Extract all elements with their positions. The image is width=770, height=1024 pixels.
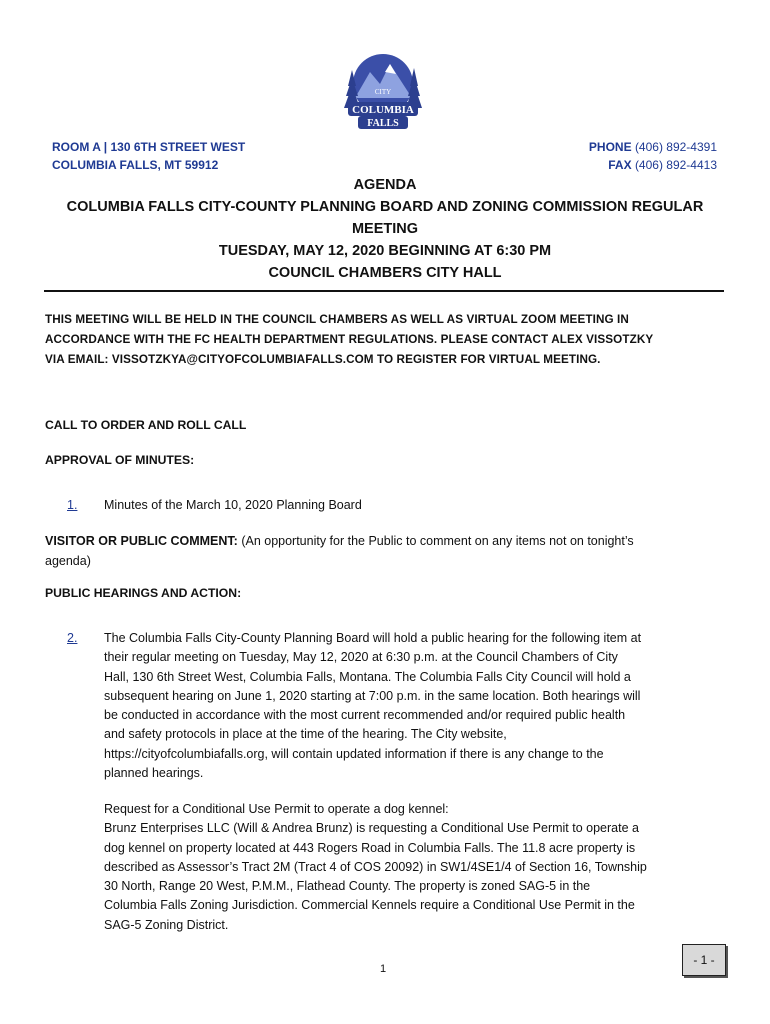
phone-value: (406) 892-4391 <box>634 140 717 154</box>
visitor-line-2: agenda) <box>45 553 91 568</box>
address-line-2: COLUMBIA FALLS, MT 59912 <box>52 158 219 172</box>
fax-label: FAX <box>608 158 632 172</box>
phone-line <box>589 138 717 156</box>
agenda-title <box>40 174 730 284</box>
request-line: SAG-5 Zoning District. <box>104 917 229 932</box>
visitor-line-1 <box>45 532 725 552</box>
item-2-line: their regular meeting on Tuesday, May 12, 2020 at 6:30 p.m. at the Council Chambers of City <box>104 650 618 665</box>
request-line: dog kennel on property located at 443 Rogers Road in Columbia Falls. The 11.8 acre property is <box>104 840 636 855</box>
logo-text-falls: FALLS <box>367 118 399 129</box>
phone-label: PHONE <box>588 140 632 154</box>
item-2-request-text <box>104 800 724 935</box>
notice-line-2: ACCORDANCE WITH THE FC HEALTH DEPARTMENT REGULATIONS. PLEASE CONTACT ALEX VISSOTZKY <box>45 333 654 346</box>
request-line: 30 North, Range 20 West, P.M.M., Flathead County. The property is zoned SAG-5 in the <box>104 879 591 894</box>
visitor-comment <box>45 532 725 571</box>
item-2-line: https://cityofcolumbiafalls.org, will contain updated information if there is any change to the <box>104 746 604 761</box>
request-line: Columbia Falls Zoning Jurisdiction. Commercial Kennels require a Conditional Use Permit in the <box>104 898 635 913</box>
title-date: TUESDAY, MAY 12, 2020 BEGINNING AT 6:30 PM <box>218 243 552 259</box>
notice-line-1: THIS MEETING WILL BE HELD IN THE COUNCIL CHAMBERS AS WELL AS VIRTUAL ZOOM MEETING IN <box>45 313 629 326</box>
request-line: Brunz Enterprises LLC (Will & Andrea Brunz) is requesting a Conditional Use Permit to operate a <box>104 821 639 836</box>
item-1-number[interactable]: 1. <box>67 498 78 512</box>
title-location: COUNCIL CHAMBERS CITY HALL <box>268 265 502 281</box>
city-logo <box>330 50 436 136</box>
fax-value: (406) 892-4413 <box>634 158 717 172</box>
item-2-number[interactable]: 2. <box>67 631 78 645</box>
meeting-notice <box>45 310 725 370</box>
item-1-text: Minutes of the March 10, 2020 Planning Board <box>104 498 362 512</box>
item-2-line: Hall, 130 6th Street West, Columbia Falls, Montana. The Columbia Falls City Council will hold a <box>104 669 631 684</box>
item-2-line: and safety protocols in place at the time of the hearing. The City website, <box>104 727 507 742</box>
request-line: Request for a Conditional Use Permit to operate a dog kennel: <box>104 802 449 816</box>
call-to-order-heading: CALL TO ORDER AND ROLL CALL <box>45 418 247 432</box>
item-2-line: planned hearings. <box>104 766 204 781</box>
visitor-text: (An opportunity for the Public to comment on any items not on tonight’s <box>237 534 634 548</box>
fax-line <box>589 156 717 174</box>
contact-block <box>589 138 717 174</box>
item-2-hearing-text <box>104 629 724 783</box>
request-line: described as Assessor’s Tract 2M (Tract 4 of COS 20092) in SW1/4SE1/4 of Section 16, Township <box>104 859 647 874</box>
item-2-line: be conducted in accordance with the most current recommended and/or required public health <box>104 708 626 723</box>
item-2-line: subsequent hearing on June 1, 2020 starting at 7:00 p.m. in the same location. Both hearings will <box>104 688 641 703</box>
item-2-line: The Columbia Falls City-County Planning Board will hold a public hearing for the following item at <box>104 631 642 645</box>
title-agenda: AGENDA <box>353 177 417 193</box>
address-line-1: ROOM A | 130 6TH STREET WEST <box>52 140 246 154</box>
address-block <box>52 138 245 174</box>
logo-text-columbia: COLUMBIA <box>352 104 414 116</box>
approval-heading: APPROVAL OF MINUTES: <box>45 453 195 467</box>
logo-text-city: CITY <box>374 88 392 96</box>
visitor-label: VISITOR OR PUBLIC COMMENT: <box>45 534 238 548</box>
page-number: 1 <box>380 963 387 975</box>
title-meeting: MEETING <box>351 221 419 237</box>
notice-line-3: VIA EMAIL: VISSOTZKYA@CITYOFCOLUMBIAFALLS.COM TO REGISTER FOR VIRTUAL MEETING. <box>45 353 601 366</box>
public-hearings-heading: PUBLIC HEARINGS AND ACTION: <box>45 586 242 600</box>
title-divider <box>44 290 724 292</box>
title-board: COLUMBIA FALLS CITY-COUNTY PLANNING BOARD AND ZONING COMMISSION REGULAR <box>66 199 704 215</box>
page-number-box: - 1 - <box>682 944 726 976</box>
